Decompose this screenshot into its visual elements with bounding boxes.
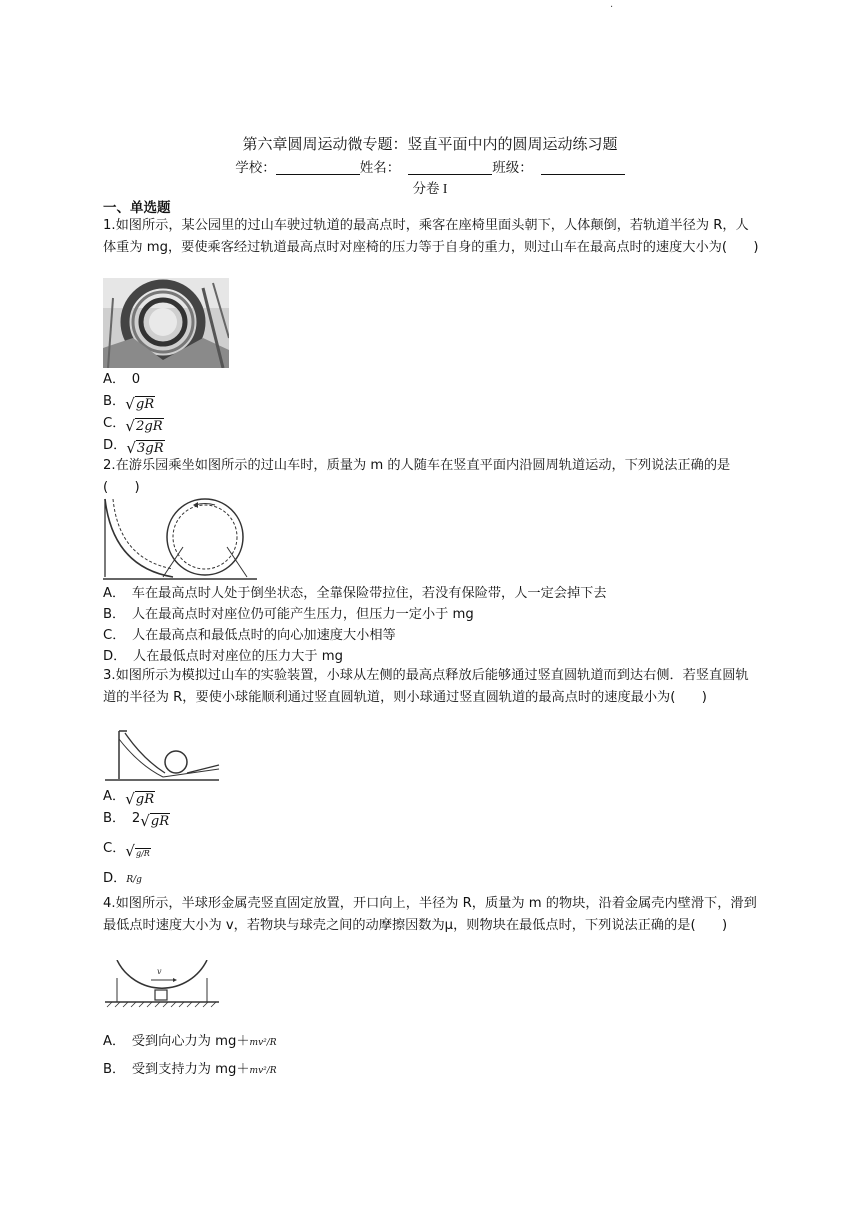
- q3-b-radicand: gR: [150, 814, 170, 829]
- name-label: 姓名：: [359, 160, 401, 176]
- section-label: 分卷 I: [412, 181, 448, 196]
- hemisphere-shell-diagram: [103, 960, 221, 1008]
- q3-d-fraction: R/g: [126, 875, 142, 885]
- q4-b-fraction: mv²/R: [249, 1066, 277, 1076]
- q1-c-radicand: 2gR: [135, 419, 163, 434]
- q1-option-c: C． √ 2gR: [103, 416, 163, 435]
- page-title: 第六章圆周运动微专题：竖直平面中内的圆周运动练习题: [242, 135, 618, 153]
- student-info-line: [0, 156, 860, 176]
- q1-option-d: D． √ 3gR: [103, 438, 164, 457]
- q4-option-a: A． 受到向心力为 mg＋mv²/R: [103, 1034, 277, 1049]
- q3-option-c: C． √ g/R: [103, 841, 150, 860]
- q4-option-b: B． 受到支持力为 mg＋mv²/R: [103, 1062, 277, 1077]
- name-blank: [408, 160, 492, 175]
- class-blank: [541, 160, 625, 175]
- header-mark: ·: [610, 2, 614, 13]
- q2-option-c: C． 人在最高点和最低点时的向心加速度大小相等: [103, 628, 396, 643]
- q3-option-d: D．R/g: [103, 871, 142, 886]
- ramp-loop-apparatus: [103, 729, 221, 783]
- q1-option-b: B． √ gR: [103, 394, 155, 413]
- q1-b-radicand: gR: [135, 397, 155, 412]
- q2-option-a: A． 车在最高点时人处于倒坐状态，全靠保险带拉住，若没有保险带，人一定会掉下去: [103, 586, 607, 601]
- q2-option-b: B． 人在最高点时对座位仍可能产生压力，但压力一定小于 mg: [103, 607, 474, 622]
- q1-d-radicand: 3gR: [136, 441, 164, 456]
- q3-c-radicand: g/R: [135, 849, 150, 858]
- loop-track-diagram: [103, 497, 257, 583]
- q3-a-radicand: gR: [135, 792, 155, 807]
- question-3-text: 3.如图所示为模拟过山车的实验装置，小球从左侧的最高点释放后能够通过竖直圆轨道而到达右侧．若竖直圆轨道的半径为 R，要使小球能顺利通过竖直圆轨道，则小球通过竖直圆轨道的最高点时的速度最小为( ): [103, 668, 749, 705]
- school-blank: [276, 160, 360, 175]
- roller-coaster-photo: [103, 278, 229, 368]
- q2-option-d: D． 人在最低点时对座位的压力大于 mg: [103, 649, 343, 664]
- q4-a-fraction: mv²/R: [249, 1038, 277, 1048]
- q3-option-b: B． 2 √ gR: [103, 811, 170, 830]
- section-heading: 一、单选题: [103, 200, 171, 216]
- q3-option-a: A． √ gR: [103, 789, 155, 808]
- question-2-text: 2.在游乐园乘坐如图所示的过山车时，质量为 m 的人随车在竖直平面内沿圆周轨道运动，下列说法正确的是( ): [103, 458, 731, 495]
- svg-text:v: v: [157, 967, 162, 976]
- q1-option-a: A． 0: [103, 372, 141, 387]
- question-1-text: 1.如图所示，某公园里的过山车驶过轨道的最高点时，乘客在座椅里面头朝下，人体颠倒，若轨道半径为 R，人体重为 mg，要使乘客经过轨道最高点时对座椅的压力等于自身的重力，则过山车在最高点时的速度大小为( ): [103, 218, 759, 255]
- school-label: 学校：: [235, 160, 276, 176]
- class-label: 班级：: [492, 160, 533, 176]
- question-4-text: 4.如图所示，半球形金属壳竖直固定放置，开口向上，半径为 R，质量为 m 的物块，沿着金属壳内壁滑下，滑到最低点时速度大小为 v，若物块与球壳之间的动摩擦因数为μ，则物块在最低点时，下列说法正确的是( ): [103, 896, 757, 933]
